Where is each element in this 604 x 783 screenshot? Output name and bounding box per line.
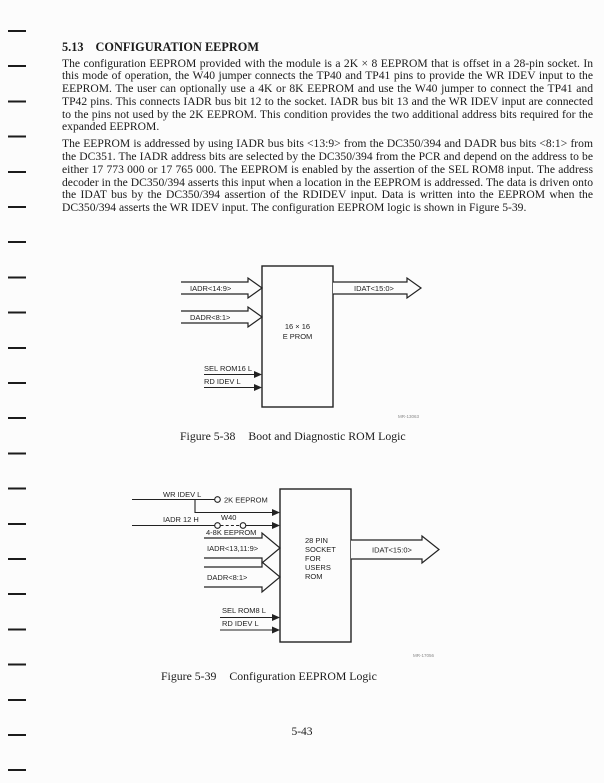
body-text [62,41,593,215]
section-heading [62,41,593,54]
w40-label: W40 [221,513,237,522]
iadr12-arrowhead [272,522,280,529]
eprom-box-label-1: 16 × 16 [284,322,311,331]
socket-box-label-2: SOCKET [305,545,336,554]
iadr-bus-label: IADR<14:9> [190,284,232,293]
eprom-box-label-2: E PROM [282,332,313,341]
iadr-bus-label: IADR<13,11:9> [207,544,259,553]
iadr12-label: IADR 12 H [163,515,199,524]
art-code: MR-17056 [413,653,435,658]
idat-bus-label: IDAT<15:0> [372,545,412,555]
fig-5-38-diagram [150,255,450,427]
rd-idev-arrowhead [254,384,262,391]
socket-box-label-5: ROM [305,572,323,581]
section-number: 5.13 [62,40,84,54]
fig-5-38-caption-title: Boot and Diagnostic ROM Logic [248,429,406,443]
dadr-bus-label: DADR<8:1> [190,313,231,322]
sel-rom16-arrowhead [254,371,262,378]
rd-idev-label: RD IDEV L [204,377,241,386]
sel-rom8-arrowhead [272,614,280,621]
socket-box-label-3: FOR [305,554,321,563]
4-8k-eeprom-label: 4-8K EEPROM [206,528,257,537]
fig-5-39-caption-title: Configuration EEPROM Logic [229,669,377,683]
2k-eeprom-label: 2K EEPROM [224,495,268,505]
paragraph-1: The configuration EEPROM provided with the module is a 2K × 8 EEPROM that is offset in a 28-pin socket. In this mode of operation, the W40 jumper connects the TP40 and TP41 pins to provide the WR IDEV input to the EEPROM. The user can optionally use a 4K or 8K EEPROM and use the W40 jumper to connect the TP41 and TP42 pins. This connects IADR bus bit 12 to the socket. IADR bus bit 13 and the WR IDEV input are connected to the pins not used by the 2K EEPROM. This condition provides the two additional address bits required for the expanded EEPROM. [62,56,593,134]
fig-5-38-caption-label: Figure 5-38 [180,429,236,443]
2k-eeprom-jumper-pin [215,497,221,503]
socket-box-label-1: 28 PIN [305,536,328,545]
dadr-bus-label: DADR<8:1> [207,573,248,582]
rd-idev-arrowhead [272,627,280,634]
sel-rom8-label: SEL ROM8 L [222,606,266,615]
page-number: 5-43 [291,726,313,738]
binder-hole-marks [8,30,26,771]
fig-5-39-caption [161,669,377,684]
fig-5-39-diagram [110,483,450,663]
rd-idev-label: RD IDEV L [222,619,259,628]
sel-rom16-label: SEL ROM16 L [204,364,253,373]
wr-idev-label: WR IDEV L [163,490,202,499]
art-code: MR-13063 [398,414,420,419]
section-title: CONFIGURATION EEPROM [95,40,259,54]
paragraph-2: The EEPROM is addressed by using IADR bus bits <13:9> from the DC350/394 and DADR bus bits <8:1> from the DC351. The IADR address bits are selected by the DC350/394 from the PCR and depend on the address to be either 17 773 000 or 17 765 000. The EEPROM is enabled by the assertion of the SEL ROM8 input. The address decoder in the DC350/394 asserts this input when a location in the EEPROM is addressed. The data is driven onto the IDAT bus by the DC350/394 assertion of the RDIDEV input. Data is written into the EEPROM when the DC350/394 asserts the WR IDEV input. The configuration EEPROM logic is shown in Figure 5-39. [62,137,593,214]
fig-5-38-caption [180,429,406,444]
socket-box-label-4: USERS [305,563,331,572]
idat-bus-label: IDAT<15:0> [354,284,394,293]
fig-5-39-caption-label: Figure 5-39 [161,669,217,683]
wr-idev-arrowhead [272,509,280,516]
